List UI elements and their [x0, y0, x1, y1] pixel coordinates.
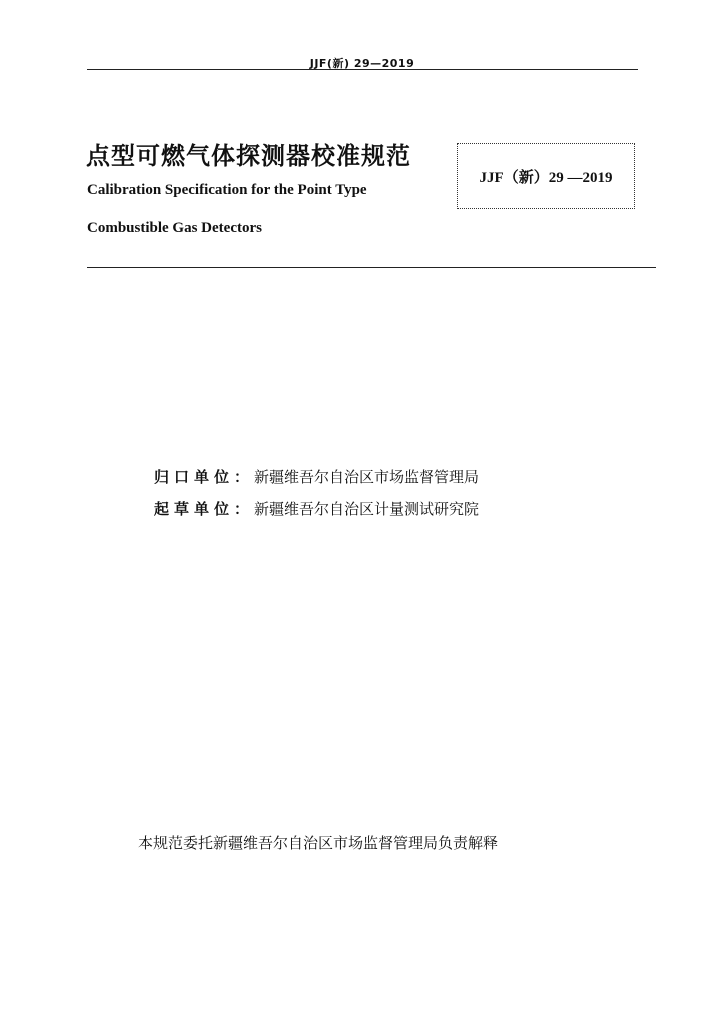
interpretation-note: 本规范委托新疆维吾尔自治区市场监督管理局负责解释	[138, 834, 499, 852]
title-rule	[87, 267, 656, 268]
header-rule	[87, 69, 638, 70]
spec-code-box	[457, 143, 635, 209]
spec-code: JJF（新）29 —2019	[479, 169, 613, 186]
unit-row-drafting	[154, 498, 479, 519]
title-chinese: 点型可燃气体探测器校准规范	[86, 142, 411, 170]
title-english-line1: Calibration Specification for the Point Type	[87, 182, 367, 198]
title-english-line2: Combustible Gas Detectors	[87, 220, 262, 236]
running-header: JJF(新) 29—2019	[309, 57, 415, 70]
unit-value: 新疆维吾尔自治区市场监督管理局	[254, 468, 480, 486]
unit-label: 归口单位：	[154, 468, 255, 486]
unit-value: 新疆维吾尔自治区计量测试研究院	[254, 500, 480, 518]
unit-label: 起草单位：	[154, 500, 255, 518]
unit-row-responsible	[154, 466, 479, 487]
